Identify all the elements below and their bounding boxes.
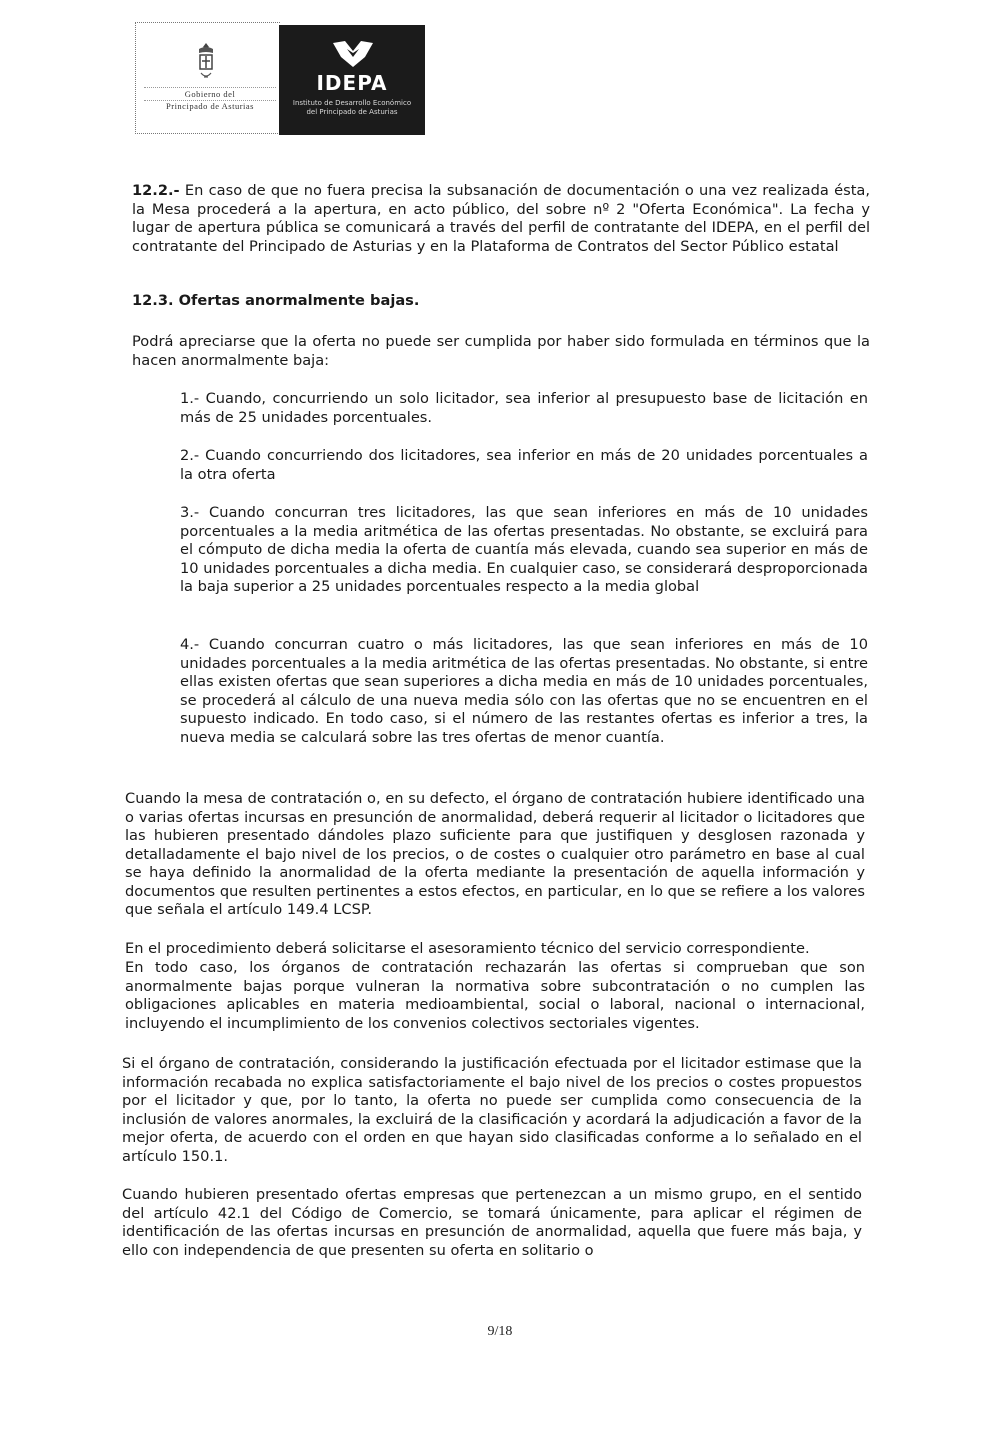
gov-line-1: Gobierno del <box>144 87 276 100</box>
letterhead <box>135 22 427 136</box>
intro-paragraph: Podrá apreciarse que la oferta no puede ser cumplida por haber sido formulada en términos que la hacen anormalmente baja: <box>132 333 870 369</box>
list-item-2: 2.- Cuando concurriendo dos licitadores, sea inferior en más de 20 unidades porcentuales a la otra oferta <box>180 447 868 483</box>
paragraph-rejection: En todo caso, los órganos de contratación rechazarán las ofertas si comprueban que son anormalmente bajas porque vulneran la normativa sobre subcontratación o no cumplen las obligaciones aplicables en materia medioambiental, social o laboral, nacional o internacional, incluyendo el incumplimiento de los convenios colectivos sectoriales vigentes. <box>125 959 865 1032</box>
page-number: 9/18 <box>487 1324 513 1339</box>
paragraph-12-2 <box>132 182 870 256</box>
idepa-logo-box <box>279 25 425 135</box>
paragraph-text: En caso de que no fuera precisa la subsanación de documentación o una vez realizada ésta, la Mesa procederá a la apertura, en acto público, del sobre nº 2 "Oferta Económica". La fecha y lugar de apertura pública se comunicará a través del perfil de contratante del IDEPA, en el perfil del contratante del Principado de Asturias y en la Plataforma de Contratos del Sector Público estatal <box>132 182 870 255</box>
section-number: 12.2.- <box>132 182 180 199</box>
list-item-4: 4.- Cuando concurran cuatro o más licitadores, las que sean inferiores en más de 10 unidades porcentuales a la media aritmética de las ofertas presentadas. No obstante, si entre ellas existen ofertas que sean superiores a dicha media en más de 10 unidades porcentuales, se procederá al cálculo de una nueva media sólo con las ofertas que no se encuentren en el supuesto indicado. En todo caso, si el número de las restantes ofertas es inferior a tres, la nueva media se calculará sobre las tres ofertas de menor cuantía. <box>180 636 868 746</box>
paragraph-technical-advice: En el procedimiento deberá solicitarse el asesoramiento técnico del servicio correspondiente. <box>125 940 810 957</box>
gov-line-2: Principado de Asturias <box>144 100 276 112</box>
list-item-3: 3.- Cuando concurran tres licitadores, las que sean inferiores en más de 10 unidades porcentuales a la media aritmética de las ofertas presentadas. No obstante, se excluirá para el cómputo de dicha media la oferta de cuantía más elevada, cuando sea superior en más de 10 unidades porcentuales a dicha media. En cualquier caso, se considerará desproporcionada la baja superior a 25 unidades porcentuales respecto a la media global <box>180 504 868 595</box>
idepa-emblem-icon <box>331 39 375 69</box>
idepa-sub-line-2: del Principado de Asturias <box>306 108 398 116</box>
government-logo-box <box>135 22 280 134</box>
paragraph-justification: Cuando la mesa de contratación o, en su defecto, el órgano de contratación hubiere identificado una o varias ofertas incursas en presunción de anormalidad, deberá requerir al licitador o licitadores que las hubieren presentado dándoles plazo suficiente para que justifiquen y desglosen razonada y detalladamente el bajo nivel de los precios, o de costes o cualquier otro parámetro en base al cual se haya definido la anormalidad de la oferta mediante la presentación de aquella información y documentos que resulten pertinentes a estos efectos, en particular, en lo que se refiere a los valores que señala el artículo 149.4 LCSP. <box>125 790 865 918</box>
coat-of-arms-icon <box>191 41 221 85</box>
section-heading-12-3: 12.3. Ofertas anormalmente bajas. <box>132 292 420 309</box>
idepa-name: IDEPA <box>316 71 388 95</box>
idepa-subtitle <box>287 99 417 117</box>
government-name <box>144 87 276 112</box>
list-item-1: 1.- Cuando, concurriendo un solo licitador, sea inferior al presupuesto base de licitación en más de 25 unidades porcentuales. <box>180 390 868 426</box>
idepa-sub-line-1: Instituto de Desarrollo Económico <box>292 99 412 107</box>
paragraph-group-companies: Cuando hubieren presentado ofertas empresas que pertenezcan a un mismo grupo, en el sentido del artículo 42.1 del Código de Comercio, se tomará únicamente, para aplicar el régimen de identificación de las ofertas incursas en presunción de anormalidad, aquella que fuere más baja, y ello con independencia de que presenten su oferta en solitario o <box>122 1186 862 1259</box>
paragraph-exclusion: Si el órgano de contratación, considerando la justificación efectuada por el licitador estimase que la información recabada no explica satisfactoriamente el bajo nivel de los precios o costes propuestos por el licitador y que, por lo tanto, la oferta no puede ser cumplida como consecuencia de la inclusión de valores anormales, la excluirá de la clasificación y acordará la adjudicación a favor de la mejor oferta, de acuerdo con el orden en que hayan sido clasificadas conforme a lo señalado en el artículo 150.1. <box>122 1055 862 1165</box>
